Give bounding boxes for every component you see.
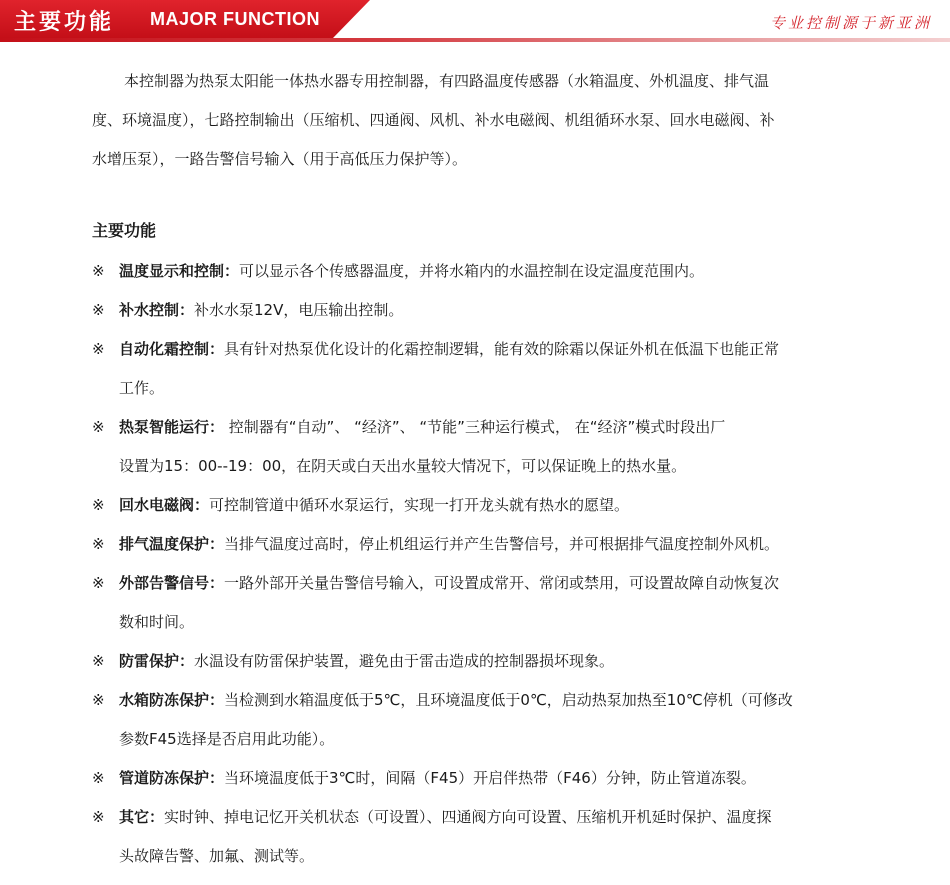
feature-text: 参数F45选择是否启用此功能）。 (119, 730, 335, 748)
feature-text: 当检测到水箱温度低于5℃，且环境温度低于0℃，启动热泵加热至10℃停机（可修改 (224, 691, 793, 709)
intro-line: 水增压泵），一路告警信号输入（用于高低压力保护等）。 (92, 150, 468, 168)
feature-text: 当环境温度低于3℃时，间隔（F45）开启伴热带（F46）分钟，防止管道冻裂。 (224, 769, 756, 787)
bullet-mark: ※ (92, 769, 105, 787)
feature-name: 自动化霜控制： (119, 340, 225, 358)
bullet-mark: ※ (92, 574, 105, 592)
intro-line: 本控制器为热泵太阳能一体热水器专用控制器，有四路温度传感器（水箱温度、外机温度、排气温 (124, 72, 770, 90)
feature-item (92, 252, 862, 291)
feature-text: 具有针对热泵优化设计的化霜控制逻辑，能有效的除霜以保证外机在低温下也能正常 (224, 340, 780, 358)
feature-text: 工作。 (119, 379, 165, 397)
feature-line (119, 447, 862, 486)
bullet-mark: ※ (92, 535, 105, 553)
feature-text: 设置为15：00--19：00，在阴天或白天出水量较大情况下，可以保证晚上的热水量。 (119, 457, 687, 475)
feature-text: 补水水泵12V，电压输出控制。 (194, 301, 404, 319)
feature-list (92, 252, 862, 876)
feature-line (119, 759, 862, 798)
feature-line (119, 525, 862, 564)
feature-name: 温度显示和控制： (119, 262, 240, 280)
feature-text: 一路外部开关量告警信号输入，可设置成常开、常闭或禁用，可设置故障自动恢复次 (224, 574, 780, 592)
feature-item (92, 564, 862, 642)
feature-item (92, 486, 862, 525)
banner-title-en: MAJOR FUNCTION (150, 9, 320, 29)
bullet-mark: ※ (92, 652, 105, 670)
feature-item (92, 798, 862, 876)
bullet-mark: ※ (92, 418, 105, 436)
feature-item (92, 759, 862, 798)
feature-name: 回水电磁阀： (119, 496, 210, 514)
intro-line: 度、环境温度），七路控制输出（压缩机、四通阀、风机、补水电磁阀、机组循环水泵、回水电磁阀、补 (92, 111, 775, 129)
feature-text: 当排气温度过高时，停止机组运行并产生告警信号，并可根据排气温度控制外风机。 (224, 535, 780, 553)
feature-line (119, 642, 862, 681)
bullet-mark: ※ (92, 691, 105, 709)
feature-name: 排气温度保护： (119, 535, 225, 553)
feature-line (119, 369, 862, 408)
bullet-mark: ※ (92, 808, 105, 826)
feature-line (119, 252, 862, 291)
feature-item (92, 330, 862, 408)
banner-title-cn: 主要功能 (14, 9, 115, 35)
feature-name: 其它： (119, 808, 165, 826)
feature-text: 可控制管道中循环水泵运行，实现一打开龙头就有热水的愿望。 (209, 496, 630, 514)
feature-line (119, 798, 862, 837)
feature-line (119, 408, 862, 447)
feature-name: 外部告警信号： (119, 574, 225, 592)
feature-text: 可以显示各个传感器温度，并将水箱内的水温控制在设定温度范围内。 (239, 262, 705, 280)
feature-name: 热泵智能运行： (119, 418, 225, 436)
feature-line (119, 330, 862, 369)
feature-item (92, 291, 862, 330)
feature-name: 防雷保护： (119, 652, 195, 670)
feature-name: 水箱防冻保护： (119, 691, 225, 709)
feature-item (92, 642, 862, 681)
feature-text: 头故障告警、加氟、测试等。 (119, 847, 315, 865)
bullet-mark: ※ (92, 262, 105, 280)
banner-slogan: 专业控制源于新亚洲 (769, 14, 932, 32)
intro-paragraph (92, 62, 852, 179)
feature-line (119, 720, 862, 759)
feature-item (92, 408, 862, 486)
feature-name: 管道防冻保护： (119, 769, 225, 787)
feature-name: 补水控制： (119, 301, 195, 319)
feature-line (119, 291, 862, 330)
feature-item (92, 525, 862, 564)
feature-line (119, 681, 862, 720)
feature-line (119, 564, 862, 603)
feature-item (92, 681, 862, 759)
feature-text: 水温设有防雷保护装置，避免由于雷击造成的控制器损坏现象。 (194, 652, 615, 670)
header-banner (0, 0, 950, 44)
feature-line (119, 603, 862, 642)
feature-line (119, 837, 862, 876)
bullet-mark: ※ (92, 340, 105, 358)
feature-text: 实时钟、掉电记忆开关机状态（可设置）、四通阀方向可设置、压缩机开机延时保护、温度探 (164, 808, 772, 826)
feature-text: 数和时间。 (119, 613, 195, 631)
banner-underline (0, 38, 950, 42)
section-title: 主要功能 (92, 221, 157, 240)
feature-line (119, 486, 862, 525)
bullet-mark: ※ (92, 301, 105, 319)
feature-text: 控制器有“自动”、 “经济”、 “节能”三种运行模式， 在“经济”模式时段出厂 (224, 418, 726, 436)
bullet-mark: ※ (92, 496, 105, 514)
